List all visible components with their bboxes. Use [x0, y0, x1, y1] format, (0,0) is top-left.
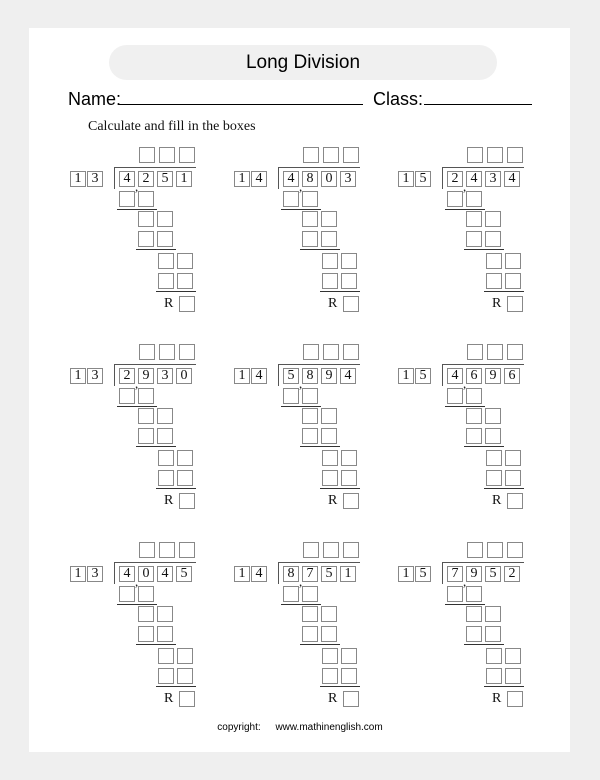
working-box[interactable] — [486, 470, 502, 486]
dividend-digit: 4 — [447, 368, 463, 384]
division-bracket — [114, 167, 115, 189]
working-box[interactable] — [302, 231, 318, 247]
subtraction-line — [300, 644, 340, 645]
quotient-box[interactable] — [323, 542, 339, 558]
remainder-box[interactable] — [507, 493, 523, 509]
working-box[interactable] — [321, 211, 337, 227]
quotient-box[interactable] — [487, 147, 503, 163]
dividend-digit: 3 — [485, 171, 501, 187]
dividend-digit: 2 — [119, 368, 135, 384]
subtraction-line — [320, 291, 360, 292]
remainder-label: R — [164, 296, 174, 311]
working-box[interactable] — [177, 648, 193, 664]
working-box[interactable] — [486, 648, 502, 664]
working-box[interactable] — [447, 586, 463, 602]
working-box[interactable] — [138, 626, 154, 642]
divisor-digit: 4 — [251, 171, 267, 187]
class-line[interactable] — [424, 104, 532, 105]
divisor-digit: 3 — [87, 368, 103, 384]
quotient-box[interactable] — [179, 147, 195, 163]
working-box[interactable] — [322, 450, 338, 466]
dividend-digit: 4 — [466, 171, 482, 187]
division-problem — [70, 147, 220, 317]
subtraction-line — [156, 488, 196, 489]
dividend-digit: 0 — [138, 566, 154, 582]
division-problem — [398, 147, 548, 317]
working-box[interactable] — [341, 470, 357, 486]
quotient-box[interactable] — [303, 344, 319, 360]
remainder-box[interactable] — [179, 493, 195, 509]
dividend-digit: 8 — [302, 171, 318, 187]
remainder-label: R — [328, 296, 338, 311]
working-box[interactable] — [138, 586, 154, 602]
working-box[interactable] — [322, 648, 338, 664]
remainder-box[interactable] — [343, 296, 359, 312]
working-box[interactable] — [486, 273, 502, 289]
working-box[interactable] — [321, 606, 337, 622]
working-box[interactable] — [157, 428, 173, 444]
working-box[interactable] — [485, 606, 501, 622]
division-bracket-top — [278, 364, 360, 365]
working-box[interactable] — [157, 626, 173, 642]
working-box[interactable] — [177, 470, 193, 486]
subtraction-line — [445, 604, 485, 605]
working-box[interactable] — [466, 606, 482, 622]
working-box[interactable] — [283, 388, 299, 404]
website-text: www.mathinenglish.com — [275, 722, 383, 733]
dividend-digit: 8 — [283, 566, 299, 582]
name-line[interactable] — [119, 104, 363, 105]
working-box[interactable] — [505, 648, 521, 664]
division-bracket-top — [442, 167, 524, 168]
working-box[interactable] — [485, 211, 501, 227]
dividend-digit: 4 — [119, 566, 135, 582]
working-box[interactable] — [138, 428, 154, 444]
working-box[interactable] — [157, 211, 173, 227]
dividend-digit: 5 — [176, 566, 192, 582]
dividend-digit: 2 — [504, 566, 520, 582]
working-box[interactable] — [321, 408, 337, 424]
working-box[interactable] — [302, 626, 318, 642]
subtraction-line — [484, 291, 524, 292]
subtraction-line — [136, 249, 176, 250]
division-bracket — [114, 364, 115, 386]
working-box[interactable] — [138, 408, 154, 424]
thousands-separator: , — [135, 574, 139, 589]
remainder-box[interactable] — [179, 296, 195, 312]
subtraction-line — [300, 446, 340, 447]
remainder-label: R — [164, 691, 174, 706]
divisor-digit: 4 — [251, 368, 267, 384]
quotient-box[interactable] — [159, 344, 175, 360]
divisor-digit: 1 — [70, 368, 86, 384]
dividend-digit: 4 — [119, 171, 135, 187]
dividend-digit: 9 — [466, 566, 482, 582]
remainder-label: R — [492, 296, 502, 311]
working-box[interactable] — [505, 668, 521, 684]
subtraction-line — [464, 446, 504, 447]
dividend-digit: 5 — [321, 566, 337, 582]
quotient-box[interactable] — [323, 344, 339, 360]
divisor-digit: 1 — [70, 171, 86, 187]
division-problem — [398, 344, 548, 514]
division-problem — [70, 542, 220, 712]
divisor-digit: 5 — [415, 566, 431, 582]
working-box[interactable] — [447, 388, 463, 404]
working-box[interactable] — [485, 626, 501, 642]
division-bracket-top — [442, 562, 524, 563]
working-box[interactable] — [138, 231, 154, 247]
working-box[interactable] — [486, 450, 502, 466]
working-box[interactable] — [505, 273, 521, 289]
quotient-box[interactable] — [467, 344, 483, 360]
page-title — [109, 45, 497, 80]
dividend-digit: 1 — [340, 566, 356, 582]
quotient-box[interactable] — [507, 147, 523, 163]
working-box[interactable] — [341, 668, 357, 684]
quotient-box[interactable] — [467, 147, 483, 163]
quotient-box[interactable] — [487, 344, 503, 360]
division-bracket — [442, 167, 443, 189]
working-box[interactable] — [466, 408, 482, 424]
remainder-label: R — [328, 493, 338, 508]
working-box[interactable] — [157, 231, 173, 247]
divisor-digit: 1 — [398, 171, 414, 187]
working-box[interactable] — [283, 586, 299, 602]
dividend-digit: 3 — [340, 171, 356, 187]
quotient-box[interactable] — [343, 147, 359, 163]
division-bracket-top — [442, 364, 524, 365]
working-box[interactable] — [466, 211, 482, 227]
thousands-separator: , — [463, 574, 467, 589]
thousands-separator: , — [299, 376, 303, 391]
remainder-box[interactable] — [507, 691, 523, 707]
subtraction-line — [320, 686, 360, 687]
subtraction-line — [281, 209, 321, 210]
division-problem — [398, 542, 548, 712]
working-box[interactable] — [341, 273, 357, 289]
divisor-digit: 4 — [251, 566, 267, 582]
working-box[interactable] — [505, 450, 521, 466]
quotient-box[interactable] — [139, 147, 155, 163]
working-box[interactable] — [119, 388, 135, 404]
dividend-digit: 5 — [283, 368, 299, 384]
working-box[interactable] — [302, 191, 318, 207]
working-box[interactable] — [158, 648, 174, 664]
subtraction-line — [300, 249, 340, 250]
working-box[interactable] — [138, 211, 154, 227]
working-box[interactable] — [447, 191, 463, 207]
working-box[interactable] — [302, 211, 318, 227]
subtraction-line — [464, 249, 504, 250]
working-box[interactable] — [485, 428, 501, 444]
quotient-box[interactable] — [487, 542, 503, 558]
thousands-separator: , — [463, 376, 467, 391]
working-box[interactable] — [485, 408, 501, 424]
divisor-digit: 1 — [234, 368, 250, 384]
copyright-label: copyright: — [217, 722, 261, 733]
divisor-digit: 1 — [234, 171, 250, 187]
quotient-box[interactable] — [303, 147, 319, 163]
division-bracket-top — [278, 167, 360, 168]
working-box[interactable] — [505, 470, 521, 486]
working-box[interactable] — [486, 668, 502, 684]
quotient-box[interactable] — [507, 344, 523, 360]
dividend-digit: 9 — [321, 368, 337, 384]
division-bracket — [114, 562, 115, 584]
dividend-digit: 6 — [504, 368, 520, 384]
subtraction-line — [320, 488, 360, 489]
dividend-digit: 4 — [283, 171, 299, 187]
remainder-label: R — [164, 493, 174, 508]
remainder-label: R — [492, 691, 502, 706]
dividend-digit: 6 — [466, 368, 482, 384]
thousands-separator: , — [299, 179, 303, 194]
working-box[interactable] — [321, 428, 337, 444]
name-label: Name: — [68, 89, 122, 109]
dividend-digit: 9 — [138, 368, 154, 384]
working-box[interactable] — [322, 668, 338, 684]
division-bracket — [278, 562, 279, 584]
subtraction-line — [281, 604, 321, 605]
working-box[interactable] — [505, 253, 521, 269]
divisor-digit: 5 — [415, 368, 431, 384]
subtraction-line — [136, 446, 176, 447]
divisor-digit: 1 — [398, 566, 414, 582]
working-box[interactable] — [283, 191, 299, 207]
page-title-text: Long Division — [245, 51, 361, 73]
working-box[interactable] — [466, 586, 482, 602]
dividend-digit: 3 — [157, 368, 173, 384]
quotient-box[interactable] — [343, 542, 359, 558]
quotient-box[interactable] — [159, 542, 175, 558]
working-box[interactable] — [177, 450, 193, 466]
working-box[interactable] — [341, 648, 357, 664]
divisor-digit: 5 — [415, 171, 431, 187]
quotient-box[interactable] — [139, 542, 155, 558]
quotient-box[interactable] — [507, 542, 523, 558]
remainder-box[interactable] — [343, 493, 359, 509]
quotient-box[interactable] — [159, 147, 175, 163]
working-box[interactable] — [158, 470, 174, 486]
working-box[interactable] — [158, 273, 174, 289]
working-box[interactable] — [302, 606, 318, 622]
working-box[interactable] — [341, 450, 357, 466]
dividend-digit: 0 — [176, 368, 192, 384]
divisor-digit: 3 — [87, 171, 103, 187]
dividend-digit: 4 — [157, 566, 173, 582]
working-box[interactable] — [486, 253, 502, 269]
dividend-digit: 2 — [138, 171, 154, 187]
thousands-separator: , — [135, 376, 139, 391]
division-bracket-top — [114, 364, 196, 365]
working-box[interactable] — [138, 388, 154, 404]
dividend-digit: 7 — [302, 566, 318, 582]
working-box[interactable] — [321, 231, 337, 247]
remainder-label: R — [492, 493, 502, 508]
subtraction-line — [281, 406, 321, 407]
subtraction-line — [156, 291, 196, 292]
subtraction-line — [117, 209, 157, 210]
quotient-box[interactable] — [139, 344, 155, 360]
quotient-box[interactable] — [323, 147, 339, 163]
working-box[interactable] — [302, 586, 318, 602]
thousands-separator: , — [463, 179, 467, 194]
working-box[interactable] — [485, 231, 501, 247]
working-box[interactable] — [158, 668, 174, 684]
division-bracket-top — [114, 167, 196, 168]
working-box[interactable] — [341, 253, 357, 269]
working-box[interactable] — [466, 388, 482, 404]
working-box[interactable] — [157, 408, 173, 424]
remainder-box[interactable] — [179, 691, 195, 707]
divisor-digit: 1 — [70, 566, 86, 582]
quotient-box[interactable] — [179, 542, 195, 558]
dividend-digit: 5 — [157, 171, 173, 187]
remainder-label: R — [328, 691, 338, 706]
instructions-text: Calculate and fill in the boxes — [88, 119, 256, 134]
subtraction-line — [445, 406, 485, 407]
working-box[interactable] — [322, 253, 338, 269]
working-box[interactable] — [322, 470, 338, 486]
division-problem — [234, 344, 384, 514]
working-box[interactable] — [321, 626, 337, 642]
division-bracket — [442, 562, 443, 584]
dividend-digit: 5 — [485, 566, 501, 582]
remainder-box[interactable] — [343, 691, 359, 707]
dividend-digit: 4 — [340, 368, 356, 384]
working-box[interactable] — [119, 191, 135, 207]
divisor-digit: 3 — [87, 566, 103, 582]
subtraction-line — [464, 644, 504, 645]
dividend-digit: 4 — [504, 171, 520, 187]
dividend-digit: 2 — [447, 171, 463, 187]
subtraction-line — [445, 209, 485, 210]
working-box[interactable] — [302, 428, 318, 444]
dividend-digit: 9 — [485, 368, 501, 384]
thousands-separator: , — [299, 574, 303, 589]
quotient-box[interactable] — [303, 542, 319, 558]
divisor-digit: 1 — [234, 566, 250, 582]
subtraction-line — [136, 644, 176, 645]
class-label: Class: — [373, 89, 424, 109]
working-box[interactable] — [466, 626, 482, 642]
subtraction-line — [117, 604, 157, 605]
working-box[interactable] — [322, 273, 338, 289]
quotient-box[interactable] — [467, 542, 483, 558]
footer — [0, 722, 600, 733]
division-problem — [70, 344, 220, 514]
dividend-digit: 7 — [447, 566, 463, 582]
division-bracket — [278, 364, 279, 386]
division-bracket-top — [114, 562, 196, 563]
working-box[interactable] — [466, 231, 482, 247]
remainder-box[interactable] — [507, 296, 523, 312]
working-box[interactable] — [157, 606, 173, 622]
subtraction-line — [117, 406, 157, 407]
division-bracket-top — [278, 562, 360, 563]
working-box[interactable] — [177, 273, 193, 289]
working-box[interactable] — [302, 408, 318, 424]
working-box[interactable] — [466, 428, 482, 444]
working-box[interactable] — [119, 586, 135, 602]
working-box[interactable] — [138, 606, 154, 622]
subtraction-line — [484, 488, 524, 489]
working-box[interactable] — [177, 253, 193, 269]
divisor-digit: 1 — [398, 368, 414, 384]
subtraction-line — [484, 686, 524, 687]
division-problem — [234, 147, 384, 317]
dividend-digit: 0 — [321, 171, 337, 187]
working-box[interactable] — [302, 388, 318, 404]
working-box[interactable] — [466, 191, 482, 207]
thousands-separator: , — [135, 179, 139, 194]
working-box[interactable] — [177, 668, 193, 684]
working-box[interactable] — [158, 450, 174, 466]
dividend-digit: 8 — [302, 368, 318, 384]
subtraction-line — [156, 686, 196, 687]
working-box[interactable] — [158, 253, 174, 269]
dividend-digit: 1 — [176, 171, 192, 187]
working-box[interactable] — [138, 191, 154, 207]
division-bracket — [442, 364, 443, 386]
quotient-box[interactable] — [343, 344, 359, 360]
quotient-box[interactable] — [179, 344, 195, 360]
division-bracket — [278, 167, 279, 189]
division-problem — [234, 542, 384, 712]
